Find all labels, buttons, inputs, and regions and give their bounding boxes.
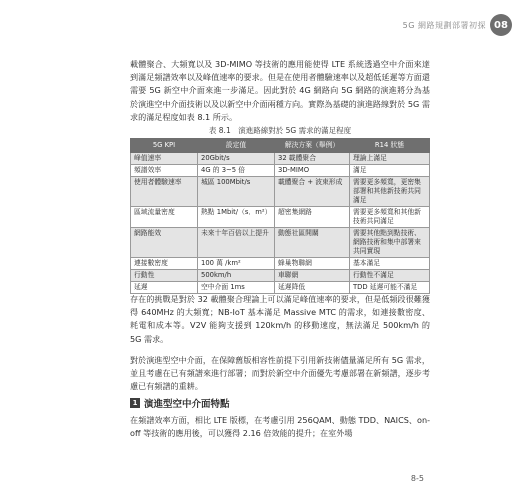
- cell-solution: 載體聚合 + 波束形成: [275, 177, 350, 207]
- cell-kpi: 頻譜效率: [131, 165, 198, 177]
- header-solution: 解決方案（舉例）: [275, 139, 350, 153]
- table-header-row: [131, 139, 430, 153]
- cell-solution: 32 載體聚合: [275, 153, 350, 165]
- cell-status: TDD 延遲可能不滿足: [350, 282, 430, 294]
- header-kpi: 5G KPI: [131, 139, 198, 153]
- paragraph-intro: 載體聚合、大頻寬以及 3D-MIMO 等技術的應用能使得 LTE 系統透過空中介面來達到滿足頻譜效率以及峰值速率的要求。但是在使用者體驗速率以及超低延遲等方面還需要 5G 新空中介面來進一步滿足。因此對於 4G 網路向 5G 網路的演進將分為基於演進空中介面技術以及以新空中介面兩種方向。實際為基礎的演進路線對於 5G 需求的滿足程度如表 8.1 所示。: [130, 59, 430, 122]
- running-header-title: 5G 網路規劃部署初探: [402, 20, 486, 30]
- paragraph-challenges: 存在的挑戰是對於 32 載體聚合理論上可以滿足峰值速率的要求，但是低頻段很難獲得 640MHz 的大頻寬；NB-IoT 基本滿足 Massive MTC 的需求，如連接數密度、耗電和成本等。V2V 能夠支援到 120km/h 的移動速度，無法滿足 500km/h 的 5G 需求。: [130, 294, 430, 344]
- cell-solution: 蜂巢物聯網: [275, 258, 350, 270]
- cell-target: 4G 的 3~5 倍: [198, 165, 275, 177]
- section-heading: [130, 396, 230, 410]
- paragraph-air-interface: 對於演進型空中介面，在保障舊版相容性前提下引用新技術儘量滿足所有 5G 需求，並且考慮在已有頻譜來進行部署；而對於新空中介面優先考慮部署在新頻譜，逐步考慮已有頻譜的重耕。: [130, 355, 430, 392]
- cell-status: 需要其他點到點技術、網路技術和集中部署來共同實現: [350, 228, 430, 258]
- page-number: 8-5: [410, 474, 424, 483]
- cell-status: 需要更多頻寬，更密集部署和其他新技術共同滿足: [350, 177, 430, 207]
- running-header: [403, 12, 512, 38]
- cell-target: 100 萬 /km²: [198, 258, 275, 270]
- section-number: 1: [130, 398, 140, 408]
- table-row: [131, 165, 430, 177]
- cell-kpi: 延遲: [131, 282, 198, 294]
- cell-target: 城區 100Mbit/s: [198, 177, 275, 207]
- cell-kpi: 使用者體驗速率: [131, 177, 198, 207]
- cell-solution: 超密集網路: [275, 207, 350, 228]
- header-status: R14 狀態: [350, 139, 430, 153]
- cell-status: 行動性不滿足: [350, 270, 430, 282]
- header-target: 設定值: [198, 139, 275, 153]
- table-row: [131, 270, 430, 282]
- cell-solution: 動態社區開關: [275, 228, 350, 258]
- cell-kpi: 行動性: [131, 270, 198, 282]
- cell-solution: 車聯網: [275, 270, 350, 282]
- cell-kpi: 網路能效: [131, 228, 198, 258]
- cell-kpi: 區域流量密度: [131, 207, 198, 228]
- cell-kpi: 連接數密度: [131, 258, 198, 270]
- cell-target: 熱點 1Mbit/（s．m²）: [198, 207, 275, 228]
- table-row: [131, 207, 430, 228]
- cell-status: 基本滿足: [350, 258, 430, 270]
- cell-solution: 延遲降低: [275, 282, 350, 294]
- cell-status: 滿足: [350, 165, 430, 177]
- cell-status: 理論上滿足: [350, 153, 430, 165]
- cell-status: 需要更多頻寬和其他新技術共同滿足: [350, 207, 430, 228]
- chapter-badge: 08: [490, 14, 512, 36]
- table-row: [131, 228, 430, 258]
- table-caption: 表 8.1 演進路線對於 5G 需求的滿足程度: [208, 126, 352, 135]
- cell-kpi: 峰值速率: [131, 153, 198, 165]
- table-row: [131, 282, 430, 294]
- section-title: 演進型空中介面特點: [144, 399, 230, 410]
- table-row: [131, 258, 430, 270]
- cell-target: 500km/h: [198, 270, 275, 282]
- cell-target: 未來十年百倍以上提升: [198, 228, 275, 258]
- table-row: [131, 177, 430, 207]
- cell-solution: 3D-MIMO: [275, 165, 350, 177]
- cell-target: 20Gbit/s: [198, 153, 275, 165]
- cell-target: 空中介面 1ms: [198, 282, 275, 294]
- table-row: [131, 153, 430, 165]
- requirements-table: [130, 138, 430, 294]
- paragraph-spectrum-efficiency: 在頻譜效率方面，相比 LTE 版標，在考慮引用 256QAM、動態 TDD、NAICS、on-off 等技術的應用後，可以獲得 2.16 倍效能的提升；在室外場: [130, 415, 430, 439]
